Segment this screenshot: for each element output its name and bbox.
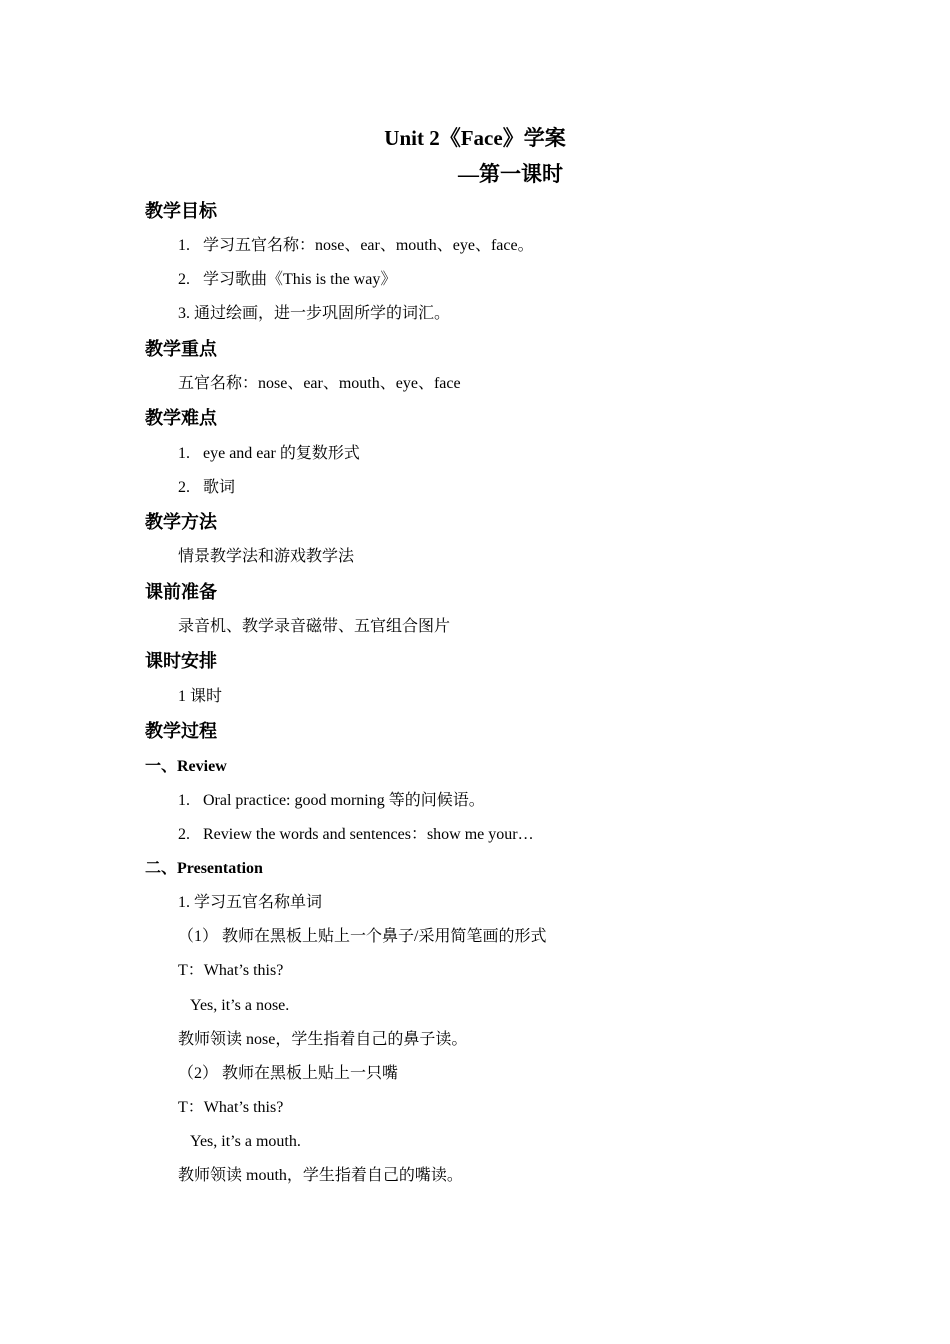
presentation-line: （2） 教师在黑板上贴上一只嘴 <box>178 1065 399 1082</box>
methods-text: 情景教学法和游戏教学法 <box>178 548 355 565</box>
difficulty-item <box>178 477 235 499</box>
presentation-line: Yes, it’s a nose. <box>190 997 290 1014</box>
presentation-line: Yes, it’s a mouth. <box>190 1133 301 1150</box>
presentation-line: 教师领读 mouth，学生指着自己的嘴读。 <box>178 1167 463 1184</box>
section-heading-objectives: 教学目标 <box>145 201 217 221</box>
objective-item <box>178 269 396 291</box>
key-points-text: 五官名称：nose、ear、mouth、eye、face <box>178 375 461 392</box>
presentation-line: T：What’s this? <box>178 962 284 979</box>
difficulty-number: 1. <box>178 445 190 462</box>
objective-number: 1. <box>178 237 190 254</box>
document-subtitle: —第一课时 <box>458 162 563 186</box>
schedule-text: 1 课时 <box>178 688 223 705</box>
section-heading-methods: 教学方法 <box>145 512 217 532</box>
difficulty-text: eye and ear 的复数形式 <box>203 445 360 462</box>
section-heading-schedule: 课时安排 <box>145 651 217 671</box>
presentation-line: 1. 学习五官名称单词 <box>178 894 323 911</box>
review-number: 1. <box>178 792 190 809</box>
review-number: 2. <box>178 826 190 843</box>
subsection-heading-review: 一、Review <box>145 758 227 775</box>
review-text: Oral practice: good morning 等的问候语。 <box>203 792 485 809</box>
review-item <box>178 790 485 812</box>
review-item <box>178 824 534 846</box>
objective-number: 2. <box>178 271 190 288</box>
document-title: Unit 2《Face》学案 <box>384 126 566 150</box>
objective-item: 3. 通过绘画，进一步巩固所学的词汇。 <box>178 305 451 322</box>
objective-item <box>178 235 534 257</box>
objective-text: 学习歌曲《This is the way》 <box>203 271 397 288</box>
difficulty-text: 歌词 <box>203 479 236 496</box>
section-heading-difficulties: 教学难点 <box>145 408 217 428</box>
section-heading-process: 教学过程 <box>145 721 217 741</box>
section-heading-key-points: 教学重点 <box>145 339 217 359</box>
difficulty-number: 2. <box>178 479 190 496</box>
presentation-line: 教师领读 nose，学生指着自己的鼻子读。 <box>178 1031 468 1048</box>
subsection-heading-presentation: 二、Presentation <box>145 860 263 877</box>
objective-text: 学习五官名称：nose、ear、mouth、eye、face。 <box>203 237 534 254</box>
difficulty-item <box>178 443 360 465</box>
section-heading-preparation: 课前准备 <box>145 582 217 602</box>
preparation-text: 录音机、教学录音磁带、五官组合图片 <box>178 618 451 635</box>
presentation-line: T：What’s this? <box>178 1099 284 1116</box>
presentation-line: （1） 教师在黑板上贴上一个鼻子/采用简笔画的形式 <box>178 928 547 945</box>
review-text: Review the words and sentences：show me your… <box>203 826 534 843</box>
